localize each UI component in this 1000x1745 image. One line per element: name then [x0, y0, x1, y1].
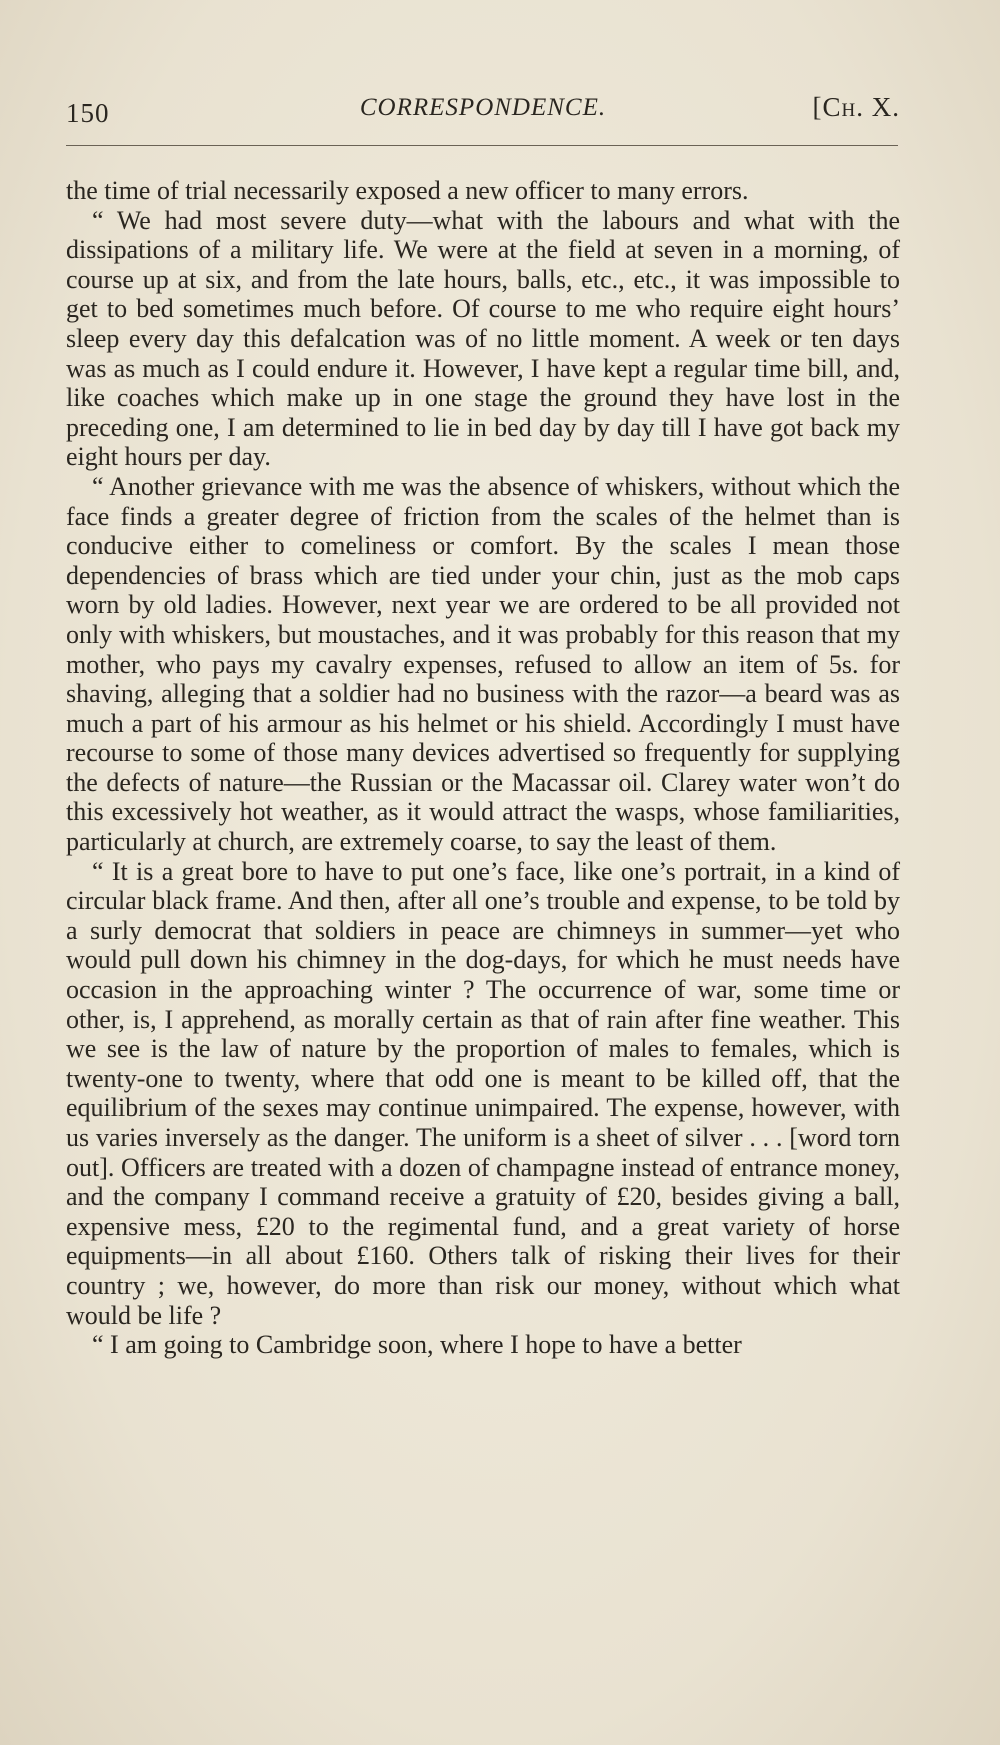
paragraph: “ It is a great bore to have to put one’s face, like one’s portrait, in a kind of circular black frame. And then, after all one’s trouble and expense, to be told by a surly democrat that soldiers in peace are chimneys in summer—yet who would pull down his chimney in the dog-days, for which he must needs have occasion in the approaching winter ? The occurrence of war, some time or other, is, I apprehend, as morally certain as that of rain after fine weather. This we see is the law of nature by the proportion of males to females, which is twenty-one to twenty, where that odd one is meant to be killed off, that the equilibrium of the sexes may continue unimpaired. The expense, however, with us varies inversely as the danger. The uniform is a sheet of silver . . . [word torn out]. Officers are treated with a dozen of champagne instead of entrance money, and the company I command receive a gratuity of £20, besides giving a ball, expensive mess, £20 to the regimental fund, and a great variety of horse equipments—in all about £160. Others talk of risking their lives for their country ; we, however, do more than risk our money, without which what would be life ? [66, 856, 900, 1330]
chapter-reference: [Ch. X. [812, 92, 900, 122]
running-title: CORRESPONDENCE. [359, 94, 607, 121]
paragraph: the time of trial necessarily exposed a new officer to many errors. [66, 176, 749, 205]
body-text [66, 176, 900, 1360]
paragraph: “ We had most severe duty—what with the labours and what with the dissipations of a military life. We were at the field at seven in a morning, of course up at six, and from the late hours, balls, etc., etc., it was impossible to get to bed sometimes much before. Of course to me who require eight hours’ sleep every day this defalcation was of no little moment. A week or ten days was as much as I could endure it. However, I have kept a regular time bill, and, like coaches which make up in one stage the ground they have lost in the preceding one, I am determined to lie in bed day by day till I have got back my eight hours per day. [66, 205, 900, 472]
paragraph: “ Another grievance with me was the absence of whiskers, without which the face finds a greater degree of friction from the scales of the helmet than is conducive either to comeliness or comfort. By the scales I mean those dependencies of brass which are tied under your chin, just as the mob caps worn by old ladies. However, next year we are ordered to be all provided not only with whiskers, but moustaches, and it was probably for this reason that my mother, who pays my cavalry expenses, refused to allow an item of 5s. for shaving, alleging that a soldier had no business with the razor—a beard was as much a part of his armour as his helmet or his shield. Accordingly I must have recourse to some of those many devices advertised so frequently for supplying the defects of nature—the Russian or the Macassar oil. Clarey water won’t do this excessively hot weather, as it would attract the wasps, whose familiarities, particularly at church, are extremely coarse, to say the least of them. [66, 471, 900, 857]
page-number: 150 [66, 98, 110, 128]
header-rule [66, 145, 898, 146]
page-header [66, 88, 900, 132]
paragraph: “ I am going to Cambridge soon, where I hope to have a better [92, 1330, 742, 1360]
